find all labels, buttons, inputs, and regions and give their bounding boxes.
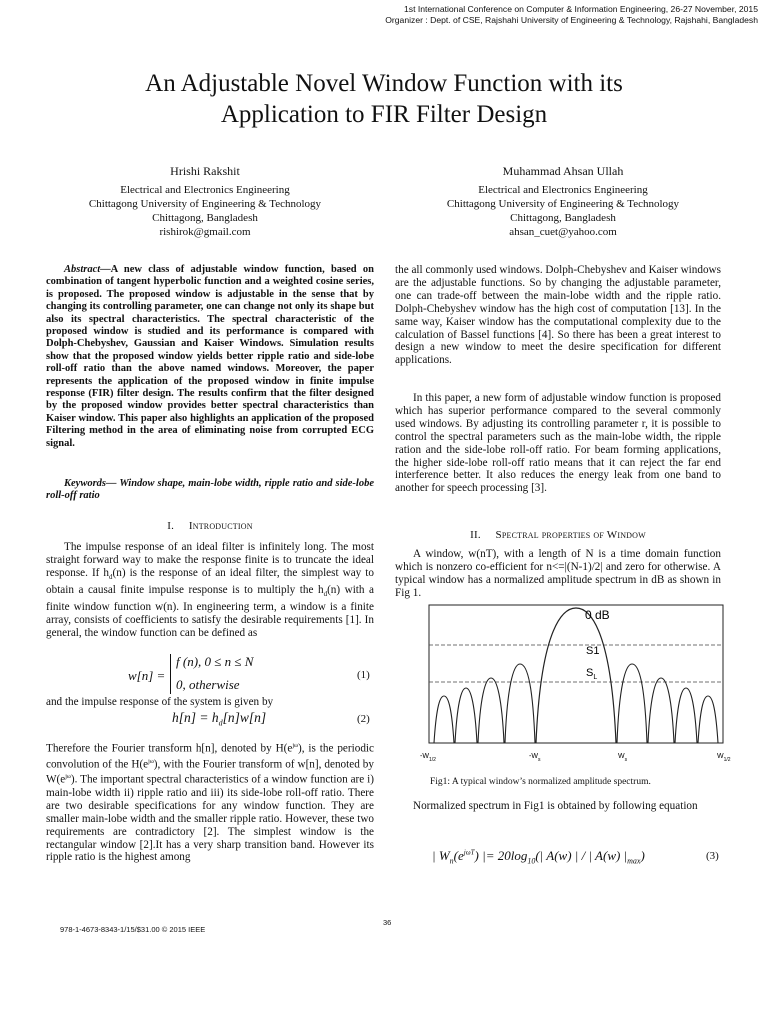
body-text: A window, w(nT), with a length of N is a time domain function which is nonzero co-efficient for n<=|(N-1)/2| and zero for otherwise. A typical window has a normalized amplitude spectrum in dB as shown in Fig 1. — [395, 548, 721, 599]
subscript: d — [218, 718, 223, 728]
intro-text: The impulse response of an ideal filter is infinitely long. The most straight forward way to make the response finite is to truncate the ideal response. If h — [46, 541, 374, 579]
axis-text: -W — [420, 753, 429, 760]
abstract — [46, 264, 374, 450]
author-block-1 — [55, 164, 355, 239]
superscript: jω — [148, 758, 154, 765]
author-block-2 — [413, 164, 713, 239]
keywords-label: Keywords — [64, 478, 106, 489]
eq2-text: h[n] = h — [172, 710, 219, 725]
author-email: ahsan_cuet@yahoo.com — [509, 226, 617, 238]
intro-paragraph-1 — [46, 541, 374, 640]
subscript: d — [323, 590, 328, 599]
main-lobe — [536, 608, 616, 743]
eq3-text: ) — [640, 848, 645, 863]
author-univ: Chittagong University of Engineering & Technology — [88, 198, 322, 210]
equation-2 — [172, 710, 266, 728]
author-city: Chittagong, Bangladesh — [510, 212, 616, 224]
section-heading-intro — [46, 520, 374, 533]
side-lobe — [455, 688, 477, 743]
superscript: jω — [65, 774, 71, 781]
author-univ: Chittagong University of Engineering & Technology — [446, 198, 680, 210]
eq1-case-2: 0, otherwise — [176, 677, 240, 692]
body-text: the all commonly used windows. Dolph-Chebyshev and Kaiser windows are the adjustable functions. So by changing the adjustable parameter, one can trade-off between the main-lobe width and the ripple ratio. Dolph-Chebyshev window has the high cost of computation [13]. In the same way, Kaiser window has the computational complexity due to the calculation of Bassel functions [4]. So there has been a great interest to design a new window to meet the desire specification for different applications. — [395, 264, 721, 367]
section-number: I. — [167, 520, 175, 532]
subscript: 10 — [527, 856, 536, 866]
intro-text: ). The important spectral characteristics of a window function are i) main-lobe width ii) ripple ratio and iii) its side-lobe roll-off ratio. There are two desirable specifications for any window function. They are smaller main-lobe width and the smaller ripple ratio. However, these two requirements are contradictory [2]. The simplest window is the rectangular window [2].It has a very sharp transition band. However its ripple ratio is the highest among — [46, 774, 374, 864]
abstract-label: Abstract — [64, 264, 101, 275]
figure-1-spectrum — [405, 604, 735, 772]
body-text: In this paper, a new form of adjustable window function is proposed which has superior performance compared to the several commonly used windows. By adjusting its controlling parameter r, it is possible to control the spectral parameters such as the main-lobe width, the ripple ration and the side-lobe roll-off ratio. For beam forming applications, the higher side-lobe roll-off ratio means that it can reject the far end interference better. It also reduces the energy leak from one band to another for speech processing [3]. — [395, 392, 721, 495]
eq3-text: (| A(w) | / | A(w) | — [535, 848, 628, 863]
label-sl-main: S — [586, 667, 594, 679]
eq2-text: [n]w[n] — [222, 710, 267, 725]
section-heading-spectral — [395, 529, 721, 542]
axis-sub: s — [537, 757, 541, 763]
side-lobe — [648, 678, 674, 743]
equation-number-2: (2) — [357, 713, 370, 725]
author-name: Hrishi Rakshit — [170, 164, 240, 178]
side-lobe — [675, 688, 697, 743]
right-paragraph-1 — [395, 264, 721, 367]
label-s1: S1 — [586, 645, 600, 657]
conference-header — [385, 4, 758, 26]
right-paragraph-4 — [395, 800, 721, 813]
figure-1-caption: Fig1: A typical window’s normalized amplitude spectrum. — [430, 777, 651, 787]
organizer-line: Organizer : Dept. of CSE, Rajshahi University of Engineering & Technology, Rajshahi, Bangladesh — [385, 15, 758, 25]
axis-label-minus-ws — [529, 753, 541, 763]
axis-sub: 1/2 — [723, 757, 731, 763]
author-dept: Electrical and Electronics Engineering — [478, 184, 648, 196]
author-city: Chittagong, Bangladesh — [152, 212, 258, 224]
subscript: max — [627, 856, 641, 866]
side-lobe — [505, 664, 535, 743]
author-email: rishirok@gmail.com — [159, 226, 251, 238]
page-number: 36 — [383, 918, 392, 927]
right-paragraph-2 — [395, 392, 721, 495]
conference-line: 1st International Conference on Computer & Information Engineering, 26-27 November, 2015 — [404, 4, 758, 14]
intro-text: ), is the periodic convolution of the H(e — [46, 742, 374, 771]
side-lobe — [478, 678, 504, 743]
subscript: n — [449, 856, 454, 866]
equation-number-1: (1) — [357, 669, 370, 681]
intro-text: (n) with a finite window function w(n). In engineering term, a window is a finite array, consists of coefficients to satisfy the desirable requirements [1]. In general, the window function can be defined as — [46, 583, 374, 639]
keywords-text: — Window shape, main-lobe width, ripple ratio and side-lobe roll-off ratio — [46, 478, 374, 502]
subscript: d — [109, 573, 113, 582]
label-sl-sub: L — [593, 674, 598, 681]
axis-text: W — [717, 753, 724, 760]
section-number: II. — [470, 529, 481, 541]
figure-frame — [429, 605, 723, 743]
keywords — [46, 478, 374, 503]
author-dept: Electrical and Electronics Engineering — [120, 184, 290, 196]
eq1-bracket — [170, 654, 171, 694]
equation-3 — [432, 848, 645, 866]
section-title: Introduction — [188, 520, 253, 532]
abstract-text: —A new class of adjustable window function, based on combination of tangent hyperbolic function and a weighted cosine series, is proposed. The proposed window is adjustable in the sense that by changing its controlling parameter, one can change not only its shape but also its spectral characteristics. The spectral characteristic of the proposed window is studied and its performance is compared with Dolph-Chebyshev, Gaussian and Kaiser Windows. Simulation results show that the proposed window yields better ripple ratio and side-lobe roll-off ratio than the above named windows. Moreover, the paper represents the application of the proposed window in finite impulse response (FIR) filter design. The results confirm that the filter designed by the proposed window provides better spectral characteristics than Kaiser window. This paper also highlights an application of the proposed Filtering method in the area of eliminating noise from corrupted ECG signal. — [46, 264, 374, 449]
superscript: jω — [292, 743, 298, 749]
axis-sub: s — [624, 757, 628, 763]
right-paragraph-3 — [395, 548, 721, 600]
title-line-2: Application to FIR Filter Design — [220, 101, 548, 128]
section-title: Spectral properties of Window — [495, 529, 646, 541]
axis-text: -W — [529, 753, 538, 760]
equation-number-3: (3) — [706, 850, 719, 862]
intro-text: Therefore the Fourier transform h[n], denoted by H(e — [46, 742, 293, 755]
side-lobe — [698, 696, 718, 743]
side-lobe — [434, 696, 454, 743]
superscript: jωT — [463, 848, 475, 857]
axis-sub: 1/2 — [428, 757, 436, 763]
intro-text: and the impulse response of the system is given by — [46, 696, 274, 708]
eq3-text: | W — [432, 848, 450, 863]
eq1-case-1: f (n), 0 ≤ n ≤ N — [176, 654, 254, 669]
intro-text: (n) is the response of an ideal filter, the simplest way to obtain a causal finite impulse response is to multiply the h — [46, 566, 374, 596]
intro-paragraph-2 — [46, 696, 374, 709]
side-lobe — [617, 664, 647, 743]
author-name: Muhammad Ahsan Ullah — [502, 164, 624, 178]
intro-text: ), with the Fourier transform of w[n], denoted by W(e — [46, 758, 374, 787]
title-line-1: An Adjustable Novel Window Function with its — [145, 70, 623, 97]
isbn-footer: 978-1-4673-8343-1/15/$31.00 © 2015 IEEE — [60, 925, 206, 934]
axis-label-minus-w-half — [420, 753, 436, 763]
intro-paragraph-3 — [46, 740, 374, 864]
paper-title — [40, 68, 728, 130]
body-text: Normalized spectrum in Fig1 is obtained by following equation — [413, 800, 698, 812]
label-sl — [586, 667, 597, 681]
eq3-text: ) |= 20log — [474, 848, 528, 863]
axis-text: W — [618, 753, 625, 760]
axis-label-ws — [618, 753, 628, 763]
eq1-lhs: w[n] = — [128, 668, 166, 683]
label-0db: 0 dB — [585, 608, 610, 622]
axis-label-w-half — [717, 753, 731, 763]
eq3-text: (e — [453, 848, 464, 863]
